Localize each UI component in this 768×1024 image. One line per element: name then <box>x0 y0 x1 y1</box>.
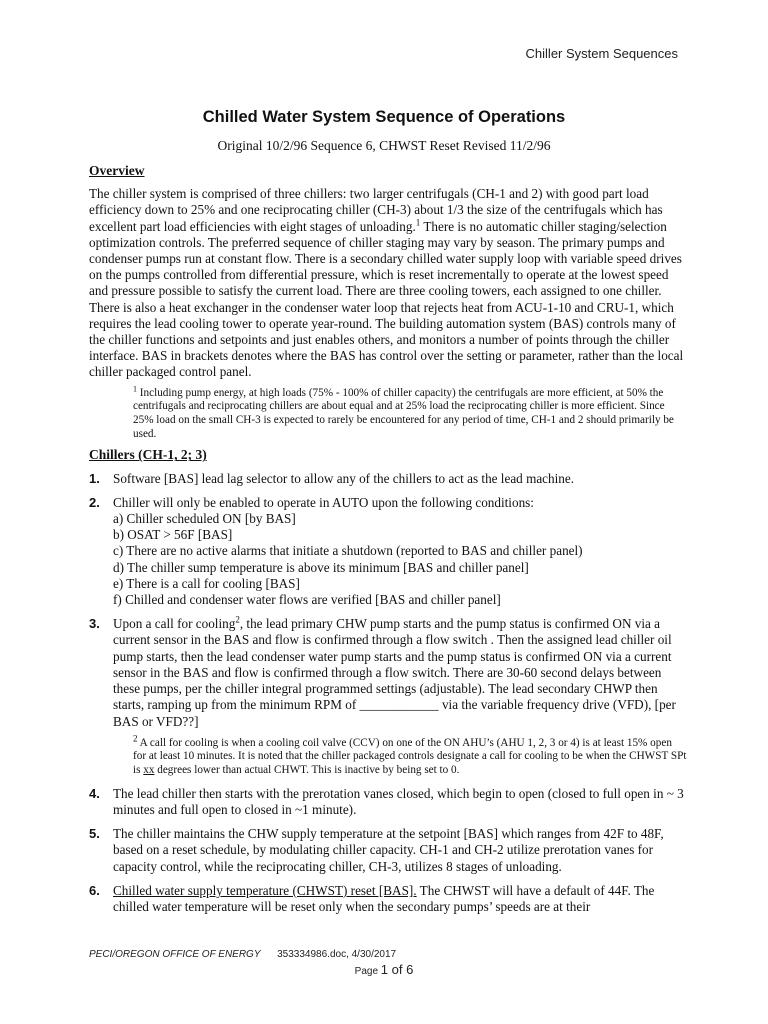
footnote-1-text: Including pump energy, at high loads (75% - 100% of chiller capacity) the centrifugals are more efficient, at 50% the centrifugals and reciprocating chillers are about equal and at 25% load the reciprocating chiller is more efficient. Since 25% load on the small CH-3 is expected to rarely be encountered for any period of time, CH-1 and 2 should primarily be used. <box>133 386 674 440</box>
page-prefix: Page <box>354 966 381 977</box>
item-text-b: , the lead primary CHW pump starts and the pump status is confirmed ON via a current sensor in the BAS and flow is confirmed through a flow switch . Then the assigned lead chiller oil pump starts, then the lead condenser water pump starts and the pump status is confirmed ON via a current sensor in the BAS and flow is confirmed through a flow switch. There are 30-60 second delays between these pumps, per the chiller integral programmed settings (adjustable). The lead secondary CHWP then starts, ramping up from the minimum RPM of ____________ via the variable frequency drive (VFD), [per BAS or VFD??] <box>113 616 676 729</box>
item-text-a: Upon a call for cooling <box>113 616 236 632</box>
condition-d: d) The chiller sump temperature is above its minimum [BAS and chiller panel] <box>113 559 529 575</box>
item-text: The CHWST will have a default of 44F. The chilled water temperature will be reset only when the secondary pumps’ speeds are at their <box>113 882 655 915</box>
condition-a: a) Chiller scheduled ON [by BAS] <box>113 511 296 527</box>
overview-section <box>89 163 687 441</box>
item-number: 6. <box>89 882 100 898</box>
item-text: The lead chiller then starts with the prerotation vanes closed, which begin to open (closed to full open in ~ 3 minutes and full open to closed in ~1 minute). <box>113 785 684 818</box>
condition-b: b) OSAT > 56F [BAS] <box>113 527 233 543</box>
footnote-2-text-b: degrees lower than actual CHWT. This is inactive by being set to 0. <box>154 764 460 777</box>
list-item-4 <box>89 786 687 818</box>
condition-c: c) There are no active alarms that initiate a shutdown (reported to BAS and chiller panel) <box>113 543 583 559</box>
list-item-1 <box>89 471 687 487</box>
item-underlined-lead: Chilled water supply temperature (CHWST) reset [BAS]. <box>113 882 417 898</box>
footnote-reference-2[interactable]: 2 <box>235 614 240 625</box>
footnote-2-text-a: A call for cooling is when a cooling coil valve (CCV) on one of the ON AHU’s (AHU 1, 2, 3 or 4) is at least 15% open for at least 10 minutes. It is noted that the chiller packaged controls designate a call for cooling to be when the CHWST SPt is <box>133 736 687 777</box>
list-item-6 <box>89 883 687 915</box>
page-number <box>0 962 768 977</box>
list-item-3 <box>89 616 687 778</box>
item-number: 5. <box>89 826 100 842</box>
footnote-2 <box>133 732 687 778</box>
chillers-heading: Chillers (CH-1, 2; 3) <box>89 447 207 463</box>
chillers-section <box>89 447 687 915</box>
item-number: 2. <box>89 494 100 510</box>
overview-paragraph <box>89 186 687 380</box>
overview-text-a: The chiller system is comprised of three chillers: two larger centrifugals (CH-1 and 2) with good part load efficiency down to 25% and one reciprocating chiller (CH-3) about 1/3 the size of the centrifugals which has excellent part load efficiencies with eight stages of unloading. <box>89 186 663 234</box>
document-subtitle: Original 10/2/96 Sequence 6, CHWST Reset Revised 11/2/96 <box>217 138 551 153</box>
item-intro: Chiller will only be enabled to operate in AUTO upon the following conditions: <box>113 494 534 510</box>
list-item-5 <box>89 826 687 875</box>
item-text: The chiller maintains the CHW supply temperature at the setpoint [BAS] which ranges from 42F to 48F, based on a reset schedule, by modulating chiller capacity. CH-1 and CH-2 utilize prerotation vanes for capacity control, while the reciprocating chiller, CH-3, utilizes 8 stages of unloading. <box>113 826 664 874</box>
footer-org: PECI/OREGON OFFICE OF ENERGY <box>89 949 261 960</box>
sequence-list <box>89 471 687 916</box>
footnote-reference-1[interactable]: 1 <box>415 217 421 228</box>
footnote-1-mark: 1 <box>133 383 137 393</box>
item-number: 1. <box>89 470 100 486</box>
footer-docname: 353334986.doc, 4/30/2017 <box>277 949 397 960</box>
overview-heading: Overview <box>89 163 145 178</box>
page-footer <box>89 949 396 960</box>
footnote-2-mark: 2 <box>133 732 138 743</box>
page-count: 1 of 6 <box>380 962 414 977</box>
item-number: 4. <box>89 785 100 801</box>
running-header: Chiller System Sequences <box>525 46 678 61</box>
item-number: 3. <box>89 616 100 632</box>
footnote-2-placeholder: xx <box>143 764 155 777</box>
condition-e: e) There is a call for cooling [BAS] <box>113 575 300 591</box>
condition-f: f) Chilled and condenser water flows are verified [BAS and chiller panel] <box>113 592 501 608</box>
item-text: Software [BAS] lead lag selector to allow any of the chillers to act as the lead machine. <box>113 470 575 486</box>
list-item-2 <box>89 495 687 608</box>
document-body <box>89 163 687 923</box>
overview-text-b: There is no automatic chiller staging/selection optimization controls. The preferred sequence of chiller staging may vary by season. The primary pumps and condenser pumps run at constant flow. There is a secondary chilled water supply loop with variable speed drives on the pumps controlled from differential pressure, which is reset incrementally to operate at the lowest speed and pressure possible to satisfy the current load. There are three cooling towers, each assigned to one chiller. There is also a heat exchanger in the condenser water loop that rejects heat from ACU-1-10 and CRU-1, which requires the lead cooling tower to operate year-round. The building automation system (BAS) controls many of the chiller functions and setpoints and just enables others, and monitors a number of points through the chiller interface. BAS in brackets denotes where the BAS has control over the setting or parameter, rather than the local chiller packaged control panel. <box>89 218 684 380</box>
document-title: Chilled Water System Sequence of Operations <box>202 108 566 126</box>
footnote-1 <box>133 383 687 442</box>
